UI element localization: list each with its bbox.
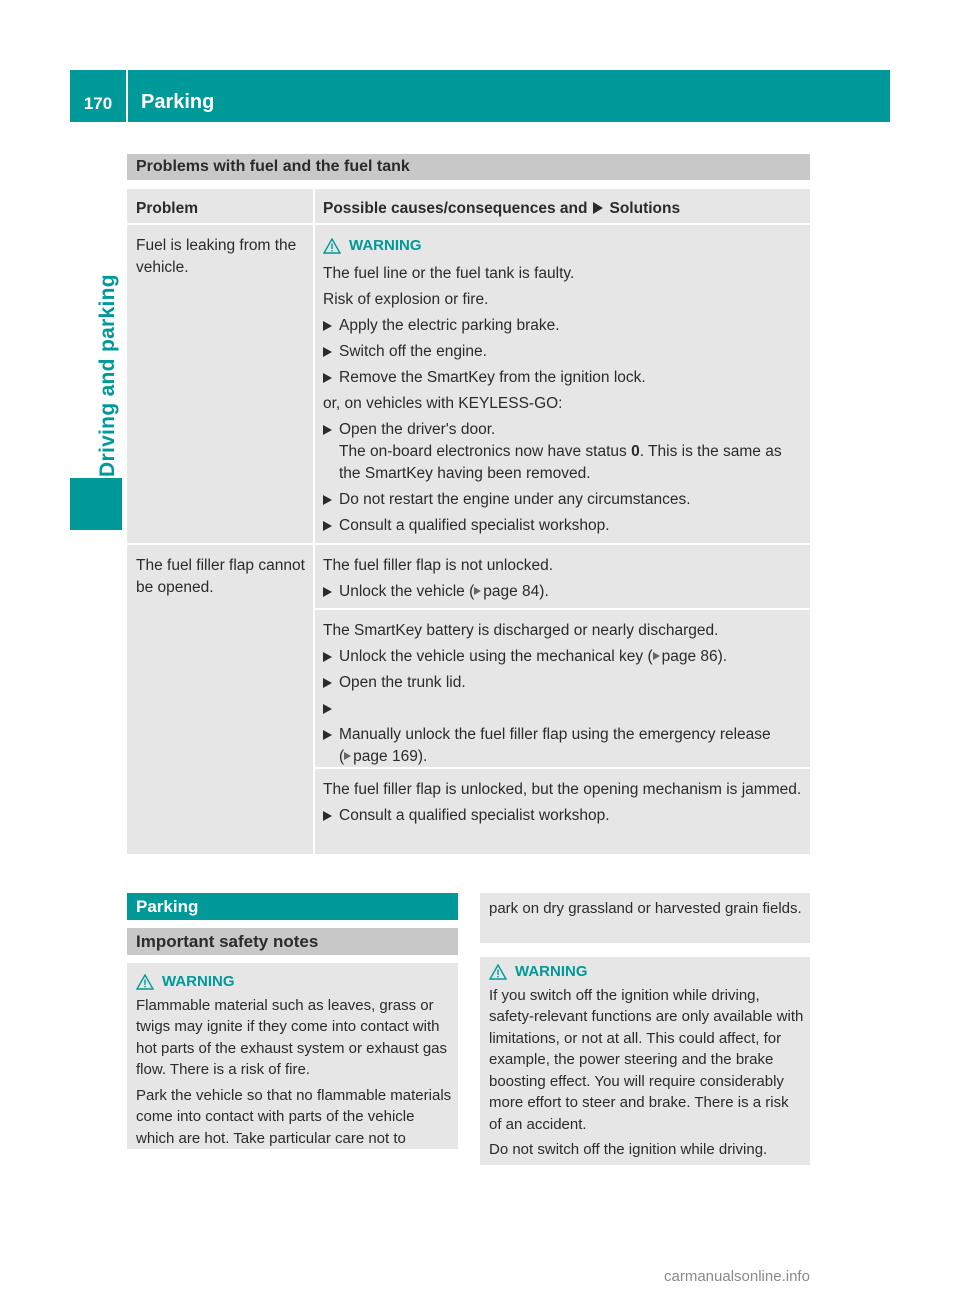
column-header-solutions bbox=[315, 189, 810, 223]
warning-instruction: Do not switch off the ignition while driving. bbox=[489, 1141, 768, 1158]
page-reference-link[interactable]: page 169 bbox=[353, 748, 418, 765]
solution-step: Unlock the vehicle ( page 84). bbox=[323, 581, 804, 603]
action-arrow-icon bbox=[323, 321, 332, 331]
table-row-2-problem bbox=[127, 545, 313, 854]
table-row-2b-solutions bbox=[315, 610, 810, 767]
warning-heading bbox=[489, 961, 804, 983]
solution-step: Apply the electric parking brake. bbox=[323, 315, 804, 337]
warning-label: WARNING bbox=[162, 973, 235, 990]
problem-text: Fuel is leaking from the vehicle. bbox=[136, 237, 297, 276]
page-reference-link[interactable]: page 84 bbox=[483, 583, 540, 600]
column-header-problem bbox=[127, 189, 313, 223]
action-arrow-icon bbox=[323, 587, 332, 597]
table-row-1-problem bbox=[127, 225, 313, 543]
solution-step: Unlock the vehicle using the mechanical key ( page 86). bbox=[323, 646, 804, 668]
cause-text: The SmartKey battery is discharged or nearly discharged. bbox=[323, 622, 719, 639]
warning-heading bbox=[136, 971, 452, 993]
left-warning-box bbox=[127, 963, 458, 1149]
warning-label: WARNING bbox=[349, 237, 422, 254]
solution-step: Open the driver's door. The on-board electronics now have status 0. This is the same as the SmartKey having been removed. bbox=[323, 419, 804, 485]
action-arrow-icon bbox=[323, 811, 332, 821]
solution-step: Consult a qualified specialist workshop. bbox=[323, 805, 804, 827]
solution-step: Switch off the engine. bbox=[323, 341, 804, 363]
warning-text: If you switch off the ignition while driving, safety-relevant functions are only available with limitations, or not at all. This could affect, for example, the power steering and the brake boosting effect. You will require considerably more effort to steer and brake. There is a risk of an accident. bbox=[489, 986, 804, 1133]
action-arrow-icon bbox=[323, 347, 332, 357]
solution-step: Remove the SmartKey from the ignition lock. bbox=[323, 367, 804, 389]
solution-step: Open the trunk lid. bbox=[323, 672, 804, 694]
column-header-problem-label: Problem bbox=[136, 200, 199, 217]
action-arrow-icon bbox=[323, 521, 332, 531]
page-reference-icon bbox=[344, 752, 351, 760]
solution-step: Do not restart the engine under any circumstances. bbox=[323, 489, 804, 511]
action-arrow-icon bbox=[323, 652, 332, 662]
warning-instruction: Park the vehicle so that no flammable materials come into contact with parts of the vehicle which are hot. Take particular care not to bbox=[136, 1086, 452, 1147]
action-arrow-icon bbox=[323, 425, 332, 435]
warning-label: WARNING bbox=[515, 963, 588, 980]
problem-text: The fuel filler flap cannot be opened. bbox=[136, 557, 305, 596]
solution-step bbox=[323, 698, 804, 720]
section-title: Parking bbox=[141, 91, 215, 113]
action-arrow-icon bbox=[323, 495, 332, 505]
table-row-1-solutions bbox=[315, 225, 810, 543]
action-arrow-icon bbox=[323, 730, 332, 740]
cause-text: The fuel line or the fuel tank is faulty. bbox=[323, 265, 575, 282]
solution-step: Consult a qualified specialist workshop. bbox=[323, 515, 804, 537]
page-reference-icon bbox=[653, 652, 660, 660]
right-warning-box bbox=[480, 957, 810, 1165]
warning-triangle-icon bbox=[489, 964, 507, 980]
table-row-2a-solutions bbox=[315, 545, 810, 608]
cause-text: The fuel filler flap is unlocked, but the opening mechanism is jammed. bbox=[323, 781, 802, 798]
warning-triangle-icon bbox=[323, 238, 341, 254]
action-arrow-icon bbox=[323, 704, 332, 714]
action-arrow-icon bbox=[323, 678, 332, 688]
page-reference-link[interactable]: page 86 bbox=[661, 648, 718, 665]
warning-text: Flammable material such as leaves, grass or twigs may ignite if they come into contact with hot parts of the exhaust system or exhaust gas flow. There is a risk of fire. bbox=[136, 996, 448, 1078]
page-reference-icon bbox=[474, 587, 481, 595]
table-title: Problems with fuel and the fuel tank bbox=[127, 154, 810, 180]
right-continuation-box bbox=[480, 893, 810, 943]
page-number: 170 bbox=[83, 94, 113, 113]
consequence-text: Risk of explosion or fire. bbox=[323, 291, 489, 308]
action-arrow-icon bbox=[323, 373, 332, 383]
column-header-solutions-label: Possible causes/consequences and bbox=[323, 200, 588, 217]
side-tab-marker bbox=[70, 478, 122, 530]
alternative-text: or, on vehicles with KEYLESS-GO: bbox=[323, 395, 563, 412]
warning-triangle-icon bbox=[136, 974, 154, 990]
solution-step: Manually unlock the fuel filler flap using the emergency release ( page 169). bbox=[323, 724, 804, 768]
warning-heading bbox=[323, 235, 804, 257]
safety-notes-heading: Important safety notes bbox=[127, 928, 458, 955]
side-tab-label: Driving and parking bbox=[96, 274, 119, 477]
cause-text: The fuel filler flap is not unlocked. bbox=[323, 557, 554, 574]
parking-heading: Parking bbox=[127, 893, 458, 920]
header-divider bbox=[126, 70, 128, 122]
table-row-2c-solutions bbox=[315, 769, 810, 854]
column-header-solutions-suffix: Solutions bbox=[609, 200, 681, 217]
action-arrow-icon bbox=[593, 202, 603, 214]
watermark: carmanualsonline.info bbox=[664, 1268, 810, 1285]
continuation-text: park on dry grassland or harvested grain fields. bbox=[489, 900, 802, 917]
